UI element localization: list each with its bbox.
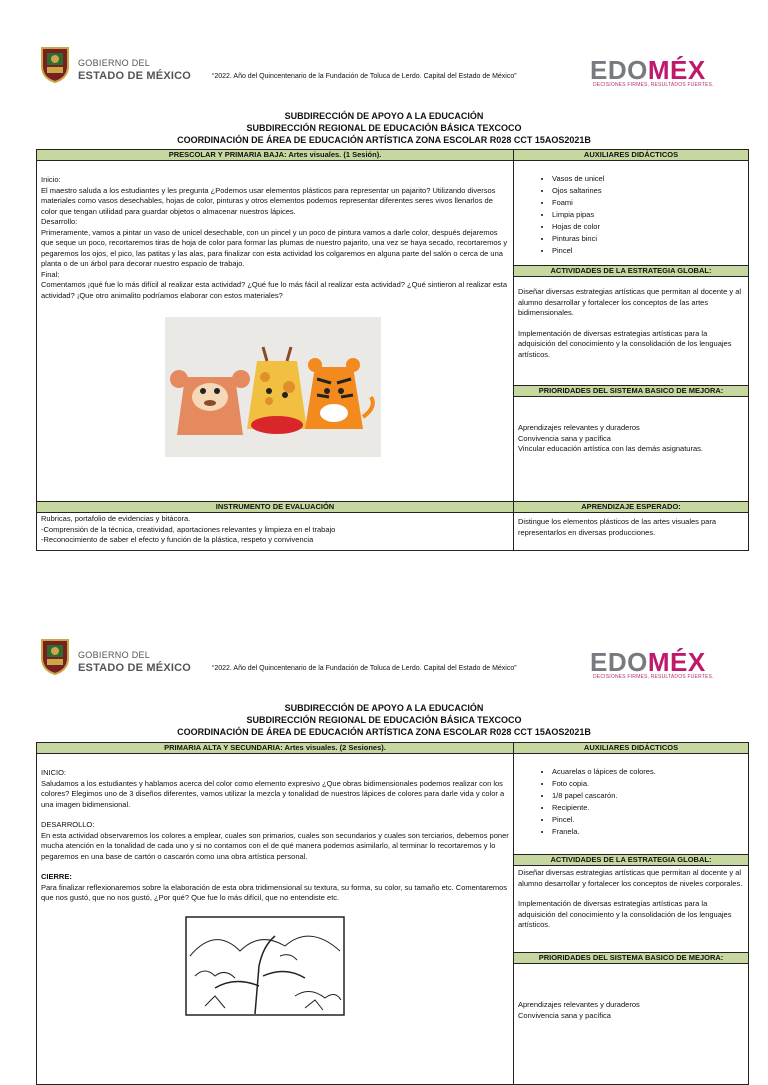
evaluacion-cell bbox=[37, 513, 514, 551]
coat-of-arms-icon bbox=[38, 44, 72, 84]
desarrollo-text: Primeramente, vamos a pintar un vaso de unicel desechable, con un pincel y un poco de pintura vamos a darle color, después dejaremos que seque un poco, recortaremos tiras de hoja de color para formar las plumas de nuestro pajarito, una vez se haya secado, recortaremos y pegaremos los ojos, el pico, las patitas y las alas, para finalizar con esta actividad los colgaremos en alguna parte del salón o cerca de una planta o de un árbol para decorar nuestro espacio de trabajo. bbox=[41, 227, 508, 268]
aprendizaje-text: Distingue los elementos plásticos de las artes visuales para representarlos en diversas producciones. bbox=[518, 517, 717, 537]
aux-header: AUXILIARES DIDÁCTICOS bbox=[514, 743, 749, 754]
aux-item: • Recipiente. bbox=[552, 802, 748, 814]
actividades-text-2: Implementación de diversas estrategias artísticas para la adquisición del conocimiento y la consolidación de los lenguajes artísticos. bbox=[518, 899, 732, 929]
desarrollo-label: Desarrollo: bbox=[41, 217, 78, 226]
title-1: SUBDIRECCIÓN DE APOYO A LA EDUCACIÓN bbox=[284, 111, 484, 121]
lesson-table-2 bbox=[36, 742, 749, 1085]
prioridades-header: PRIORIDADES DEL SISTEMA BASICO DE MEJORA: bbox=[514, 953, 749, 964]
letterhead bbox=[0, 0, 768, 110]
title-3: COORDINACIÓN DE ÁREA DE EDUCACIÓN ARTÍSTICA ZONA ESCOLAR R028 CCT 15AOS2021B bbox=[177, 727, 591, 737]
desarrollo-text: En esta actividad observaremos los colores a emplear, cuales son primarios, cuales son secundarios y cuales son terciarios, debemos poner mucha atención en la tonalidad de cada uno y si no contamos con el de qué manera podemos asimilarlo, al terminar lo recortaremos y lo pegaremos en una base de cartón o cascarón como una obra artística personal. bbox=[41, 830, 509, 861]
aux-item: • Foami bbox=[552, 197, 748, 209]
prioridad-item: Vincular educación artística con las demás asignaturas. bbox=[518, 444, 703, 454]
evaluacion-line: -Comprensión de la técnica, creatividad, aportaciones relevantes y limpieza en el trabajo bbox=[41, 524, 336, 534]
actividades-header: ACTIVIDADES DE LA ESTRATEGIA GLOBAL: bbox=[514, 855, 749, 866]
prioridades-header: PRIORIDADES DEL SISTEMA BASICO DE MEJORA: bbox=[514, 385, 749, 396]
aux-item: • Acuarelas o lápices de colores. bbox=[552, 766, 748, 778]
evaluacion-line: Rubricas, portafolio de evidencias y bitácora. bbox=[41, 514, 191, 523]
aux-item: • Foto copia. bbox=[552, 778, 748, 790]
edomex-prefix: EDO bbox=[590, 647, 648, 677]
aux-list-cell bbox=[514, 161, 749, 266]
inicio-label: INICIO: bbox=[41, 768, 67, 777]
prioridad-item: Convivencia sana y pacífica bbox=[518, 1010, 611, 1020]
aux-item: • Ojos saltarines bbox=[552, 185, 748, 197]
title-2: SUBDIRECCIÓN REGIONAL DE EDUCACIÓN BÁSICA TEXCOCO bbox=[246, 715, 522, 725]
title-3: COORDINACIÓN DE ÁREA DE EDUCACIÓN ARTÍSTICA ZONA ESCOLAR R028 CCT 15AOS2021B bbox=[177, 135, 591, 145]
lesson-body bbox=[37, 161, 514, 502]
motto: “2022. Año del Quincentenario de la Fundación de Toluca de Lerdo. Capital del Estado de México” bbox=[212, 73, 517, 80]
title-2: SUBDIRECCIÓN REGIONAL DE EDUCACIÓN BÁSICA TEXCOCO bbox=[246, 123, 522, 133]
aux-list bbox=[514, 754, 748, 838]
aux-item: • Pincel bbox=[552, 245, 748, 257]
desarrollo-label: DESARROLLO: bbox=[41, 820, 95, 829]
prioridad-item: Aprendizajes relevantes y duraderos bbox=[518, 1000, 640, 1009]
craft-animals-photo bbox=[165, 317, 381, 457]
document-titles bbox=[0, 110, 768, 146]
aux-item: • Pinturas binci bbox=[552, 233, 748, 245]
main-header: PRESCOLAR Y PRIMARIA BAJA: Artes visuales. (1 Sesión). bbox=[37, 150, 514, 161]
aprendizaje-cell bbox=[514, 513, 749, 551]
edomex-suffix: MÉX bbox=[647, 647, 706, 677]
lesson-body bbox=[37, 754, 514, 1085]
main-header: PRIMARIA ALTA Y SECUNDARIA: Artes visuales. (2 Sesiones). bbox=[37, 743, 514, 754]
inicio-text: El maestro saluda a los estudiantes y les pregunta ¿Podemos usar elementos plásticos para representar un pajarito? Utilizando diversos materiales como vasos desechables, hojas de color, pinturas y otros elementos podemos representar diferentes seres vivos llenarlos de color que tengan utilidad para guardar objetos o almacenar nuestros lápices. bbox=[41, 185, 496, 216]
gobierno-line-1: GOBIERNO DEL bbox=[78, 58, 151, 68]
aux-item: • Vasos de unicel bbox=[552, 173, 748, 185]
coloring-drawing bbox=[185, 916, 345, 1016]
actividades-header: ACTIVIDADES DE LA ESTRATEGIA GLOBAL: bbox=[514, 265, 749, 276]
title-1: SUBDIRECCIÓN DE APOYO A LA EDUCACIÓN bbox=[284, 703, 484, 713]
inicio-label: Inicio: bbox=[41, 175, 61, 184]
lesson-table-1 bbox=[36, 149, 749, 551]
aux-item: • 1/8 papel cascarón. bbox=[552, 790, 748, 802]
final-text: Comentamos ¡qué fue lo más difícil al realizar esta actividad? ¿Qué fue lo más fácil al realizar esta actividad? ¿Qué sintieron al realizar esta actividad? ¡Que otro animalito podríamos elaborar con estos materiales? bbox=[41, 280, 508, 300]
motto: “2022. Año del Quincentenario de la Fundación de Toluca de Lerdo. Capital del Estado de México” bbox=[212, 665, 517, 672]
inicio-text: Saludamos a los estudiantes y hablamos acerca del color como elemento expresivo ¿Que obras bidimensionales podemos realizar con los colores? Elegimos uno de 3 diseños diferentes, vamos utilizar la mezcla y tonalidad de nuestros lápices de colores para darle vida y color a una imagen bidimensional. bbox=[41, 778, 505, 809]
cierre-text: Para finalizar reflexionaremos sobre la elaboración de esta obra tridimensional su textura, su forma, su color, su tamaño etc. Comentaremos que nos gustó, que no nos gustó, ¿Por qué? Que fue lo más difícil, que no entendiste etc. bbox=[41, 882, 508, 902]
evaluacion-line: -Reconocimiento de saber el efecto y función de la plástica, respeto y convivencia bbox=[41, 535, 314, 544]
prioridad-item: Convivencia sana y pacífica bbox=[518, 433, 611, 443]
edomex-prefix: EDO bbox=[590, 55, 648, 85]
coat-of-arms-icon bbox=[38, 636, 72, 676]
aprendizaje-header: APRENDIZAJE ESPERADO: bbox=[514, 502, 749, 513]
actividades-text-1: Diseñar diversas estrategias artísticas que permitan al docente y al alumno desarrollar y fortalecer los conceptos de niveles corporales. bbox=[518, 868, 743, 888]
edomex-suffix: MÉX bbox=[647, 55, 706, 85]
aux-list-cell bbox=[514, 754, 749, 855]
gobierno-line-1: GOBIERNO DEL bbox=[78, 650, 151, 660]
final-label: Final: bbox=[41, 269, 60, 279]
actividades-text-1: Diseñar diversas estrategias artísticas que permitan al docente y al alumno desarrollar y fortalecer los conceptos de las artes bidimensionales. bbox=[518, 287, 742, 318]
actividades-text-2: Implementación de diversas estrategias artísticas para la adquisición del conocimiento y la consolidación de los lenguajes artísticos. bbox=[518, 328, 732, 359]
prioridades-cell bbox=[514, 964, 749, 1085]
edomex-tagline: DECISIONES FIRMES, RESULTADOS FUERTES. bbox=[593, 82, 714, 88]
evaluacion-header: INSTRUMENTO DE EVALUACIÓN bbox=[37, 502, 514, 513]
document-titles bbox=[0, 702, 768, 738]
actividades-cell bbox=[514, 277, 749, 386]
gobierno-line-2: ESTADO DE MÉXICO bbox=[78, 662, 192, 674]
edomex-tagline: DECISIONES FIRMES, RESULTADOS FUERTES. bbox=[593, 674, 714, 680]
prioridad-item: Aprendizajes relevantes y duraderos bbox=[518, 423, 640, 433]
aux-header: AUXILIARES DIDÁCTICOS bbox=[514, 150, 749, 161]
aux-item: • Limpia pipas bbox=[552, 209, 748, 221]
actividades-cell bbox=[514, 866, 749, 953]
aux-item: • Hojas de color bbox=[552, 221, 748, 233]
letterhead bbox=[0, 592, 768, 702]
coloring-page-illustration bbox=[185, 916, 345, 1016]
aux-item: • Franela. bbox=[552, 826, 748, 838]
gobierno-line-2: ESTADO DE MÉXICO bbox=[78, 70, 192, 82]
aux-item: • Pincel. bbox=[552, 814, 748, 826]
craft-animals-illustration bbox=[165, 317, 381, 457]
prioridades-cell bbox=[514, 397, 749, 502]
aux-list bbox=[514, 161, 748, 257]
cierre-label: CIERRE: bbox=[41, 872, 72, 881]
